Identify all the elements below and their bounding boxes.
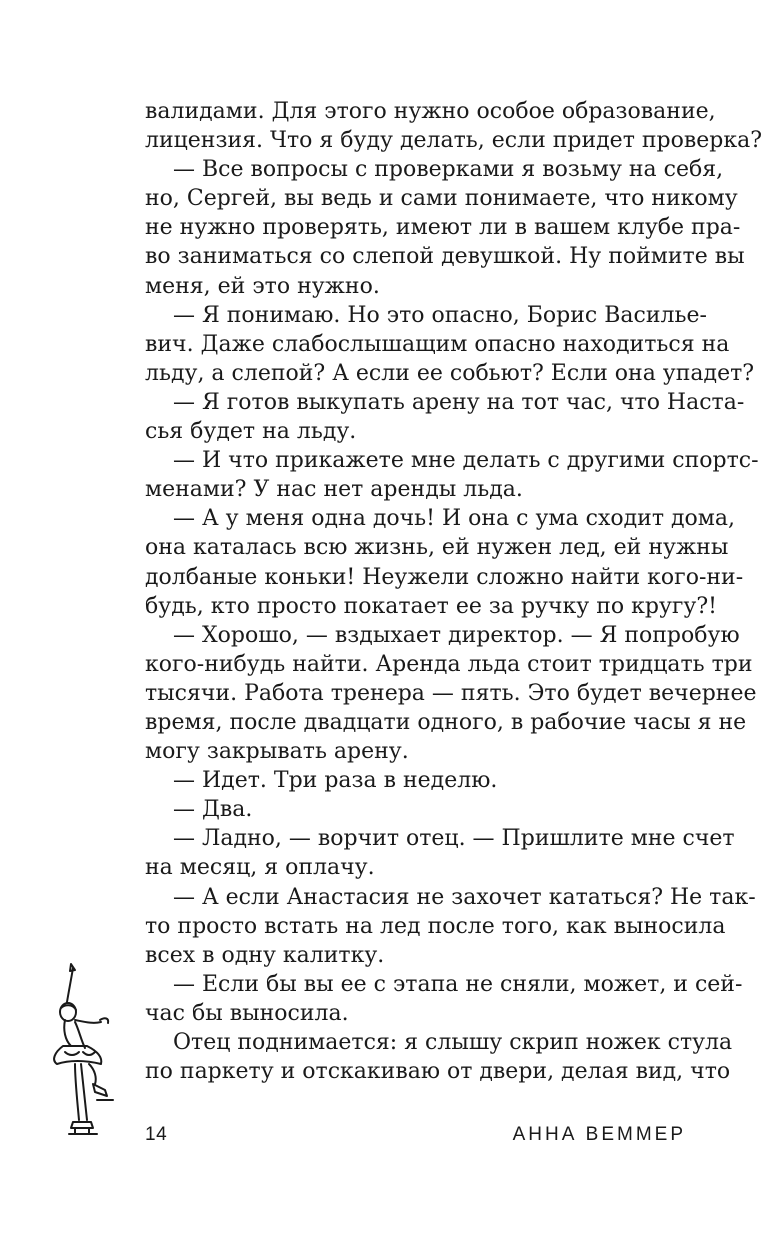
text-line: могу закрывать арену. [145, 739, 409, 765]
text-line: меня, ей это нужно. [145, 273, 380, 299]
text-line: — Я понимаю. Но это опасно, Борис Василье- [173, 302, 707, 328]
text-line: — А у меня одна дочь! И она с ума сходит дома, [173, 506, 735, 532]
text-line: но, Сергей, вы ведь и сами понимаете, что никому [145, 186, 738, 212]
text-line: — Ладно, — ворчит отец. — Пришлите мне счет [173, 826, 735, 852]
text-line: — Два. [173, 797, 253, 823]
running-footer-author: АННА ВЕММЕР [512, 1124, 686, 1145]
text-line: — Хорошо, — вздыхает директор. — Я попробую [173, 622, 740, 648]
text-line: на месяц, я оплачу. [145, 855, 375, 881]
text-line: вич. Даже слабослышащим опасно находиться на [145, 331, 730, 357]
text-line: лицензия. Что я буду делать, если придет проверка? [145, 128, 762, 154]
figure-skater-illustration [35, 960, 130, 1150]
text-line: она каталась всю жизнь, ей нужен лед, ей нужны [145, 535, 729, 561]
text-line: — Все вопросы с проверками я возьму на себя, [173, 157, 724, 183]
page-number: 14 [145, 1124, 168, 1145]
text-line: льду, а слепой? А если ее собьют? Если она упадет? [145, 360, 755, 386]
text-line: — Идет. Три раза в неделю. [173, 768, 498, 794]
text-line: — Я готов выкупать арену на тот час, что Наста- [173, 389, 745, 415]
text-line: всех в одну калитку. [145, 942, 385, 968]
text-line: не нужно проверять, имеют ли в вашем клубе пра- [145, 215, 741, 241]
page-body-text [145, 97, 762, 1086]
text-line: будь, кто просто покатает ее за ручку по кругу?! [145, 593, 718, 619]
text-line: валидами. Для этого нужно особое образование, [145, 99, 716, 124]
text-line: менами? У нас нет аренды льда. [145, 477, 523, 503]
text-line: время, после двадцати одного, в рабочие часы я не [145, 709, 747, 735]
text-line: по паркету и отскакиваю от двери, делая вид, что [145, 1059, 731, 1085]
text-line: Отец поднимается: я слышу скрип ножек стула [173, 1030, 733, 1055]
text-line: то просто встать на лед после того, как выносила [145, 913, 726, 939]
text-line: кого-нибудь найти. Аренда льда стоит тридцать три [145, 651, 753, 677]
text-line: сья будет на льду. [145, 419, 357, 445]
text-line: — Если бы вы ее с этапа не сняли, может, и сей- [173, 971, 743, 997]
text-line: во заниматься со слепой девушкой. Ну поймите вы [145, 244, 745, 270]
text-line: час бы выносила. [145, 1000, 349, 1026]
text-line: долбаные коньки! Неужели сложно найти кого-ни- [145, 564, 744, 590]
text-line: — А если Анастасия не захочет кататься? Не так- [173, 884, 756, 910]
text-line: тысячи. Работа тренера — пять. Это будет вечернее [145, 680, 757, 706]
text-line: — И что прикажете мне делать с другими спортс- [173, 448, 759, 474]
